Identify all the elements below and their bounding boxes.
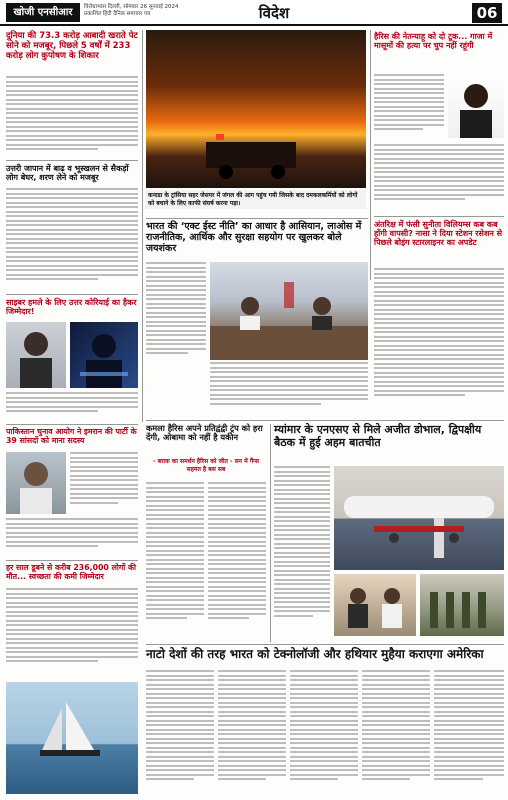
- kim-photo: [6, 322, 66, 388]
- hacker-photo: [70, 322, 138, 388]
- soldiers-icon: [420, 574, 504, 636]
- article-body-drowning: [6, 588, 138, 678]
- article-body-harris-side: [374, 74, 444, 142]
- officials-icon: [334, 574, 416, 636]
- article-body-kamala-a: [146, 482, 204, 638]
- article-body-india-asean: [146, 262, 206, 366]
- article-body-kamala-b: [208, 482, 266, 638]
- doval-plane-photo: [334, 466, 504, 570]
- section-divider: [146, 218, 368, 219]
- article-body-harris: [374, 144, 504, 212]
- page-number: 06: [472, 3, 502, 23]
- subhead-kamala: - बराक का समर्थन हैरिस को जीत - सन में गैंग्स सहमत है बस सब: [153, 458, 259, 473]
- section-divider: [6, 560, 138, 561]
- harris-photo: [448, 74, 504, 138]
- article-body-nato-a: [146, 670, 214, 794]
- article-body-kim: [6, 392, 138, 420]
- headline-japan-flood: उत्तरी जापान में बाढ़ व भूस्खलन से सैकड़ों लोग बेघर, शरण लेने को मजबूर: [6, 164, 129, 183]
- article-body-india-asean-lower: [210, 362, 368, 414]
- column-rule: [270, 424, 271, 642]
- section-divider: [146, 644, 504, 645]
- headline-kim-cyber: साइबर हमले के लिए उत्तर कोरियाई का हैकर जिम्मेदार!: [6, 298, 137, 317]
- harris-figure-icon: [448, 74, 504, 138]
- wildfire-caption: कनाडा के ट्रांसिया सहर जेसपर में जंगल की आग पहुंच गयी जिसके बाद दमकलकर्मियों को लोगों को बचाने के लिए काफी संघर्ष करना पड़ा।: [146, 190, 366, 209]
- article-body-pakistan-side: [70, 452, 138, 514]
- jaishankar-meeting-photo: [210, 262, 368, 360]
- headline-myanmar-doval: म्यांमार के एनएसए से मिले अजीत डोभाल, द्विपक्षीय बैठक में हुई अहम बातचीत: [274, 423, 482, 449]
- guard-of-honour-photo: [420, 574, 504, 636]
- section-divider: [6, 294, 138, 295]
- article-body-myanmar-a: [274, 466, 330, 638]
- masthead: [0, 0, 508, 26]
- headline-drowning: हर साल डूबने से करीब 236,000 लोगों की मौत... स्वच्छता की कमी जिम्मेदार: [6, 563, 137, 581]
- article-body-nato-b: [218, 670, 286, 794]
- section-divider: [146, 420, 504, 421]
- headline-pakistan: पाकिस्तान चुनाव आयोग ने इमरान की पार्टी के 39 सांसदों को माना सदस्य: [6, 427, 137, 445]
- hacker-figure-icon: [70, 322, 138, 388]
- kim-figure-icon: [6, 322, 66, 388]
- article-body-sunita-williams: [374, 268, 504, 416]
- doval-meeting-photo: [334, 574, 416, 636]
- dateline: [84, 4, 204, 18]
- imran-photo: [6, 452, 66, 514]
- headline-dubai: दुनिया की 73.3 करोड़ आबादी खराते पेट सोने को मजबूर, पिछले 5 वर्षों में 233 करोड़ लोग कुपोषण के शिकार: [6, 31, 138, 61]
- headline-sunita-williams: अंतरिक्ष में फंसी सुनीता विलियम्स कब कब होंगी वापसी? नासा ने दिया स्टेशन रसेशन से पिछले बोइंग स्टारलाइनर का अपडेट: [374, 220, 503, 248]
- dateline-secondary: प्रकाशित हिंदी दैनिक समाचार पत्र: [84, 11, 151, 17]
- section-divider: [374, 216, 504, 217]
- article-body-nato-d: [362, 670, 430, 794]
- article-body-nato-c: [290, 670, 358, 794]
- boat-photo: [6, 682, 138, 794]
- headline-nato-us: नाटो देशों की तरह भारत को टेक्नोलॉजी और हथियार मुहैया कराएगा अमेरिका: [146, 647, 484, 661]
- section-title: विदेश: [258, 4, 290, 22]
- section-divider: [6, 424, 138, 425]
- article-body-nato-e: [434, 670, 504, 794]
- meeting-scene-icon: [210, 262, 368, 360]
- imran-figure-icon: [6, 452, 66, 514]
- headline-harris: हैरिस की नेतन्याहू को दो टूक... गाजा में मासूमों की हत्या पर चुप नहीं रहूंगी: [374, 32, 493, 51]
- article-body-pakistan: [6, 518, 138, 558]
- headline-india-asean: भारत की ‘एक्ट ईस्ट नीति’ का आधार है आसियान, लाओस में राजनीतिक, आर्थिक और सुरक्षा सहयोग पर खुलकर बोले जयशंकर: [146, 221, 362, 254]
- aircraft-icon: [334, 466, 504, 570]
- column-rule: [370, 30, 371, 280]
- article-body-dubai: [6, 76, 138, 158]
- wildfire-photo: [146, 30, 366, 188]
- fire-truck-icon: [146, 30, 366, 188]
- brand-logo: खोजी एनसीआर: [6, 3, 80, 22]
- article-body-japan-flood: [6, 188, 138, 292]
- dateline-primary: विरोधाभास दिल्ली, सोमवार 26 सुनवाई 2024: [84, 4, 179, 10]
- sailboat-icon: [6, 682, 138, 794]
- section-divider: [6, 160, 138, 161]
- column-rule: [142, 30, 143, 422]
- headline-kamala: कमला हैरिस अपने प्रतिद्वंद्वी ट्रंप को हरा देंगी, ओबामा को नहीं है यकीन: [146, 423, 263, 443]
